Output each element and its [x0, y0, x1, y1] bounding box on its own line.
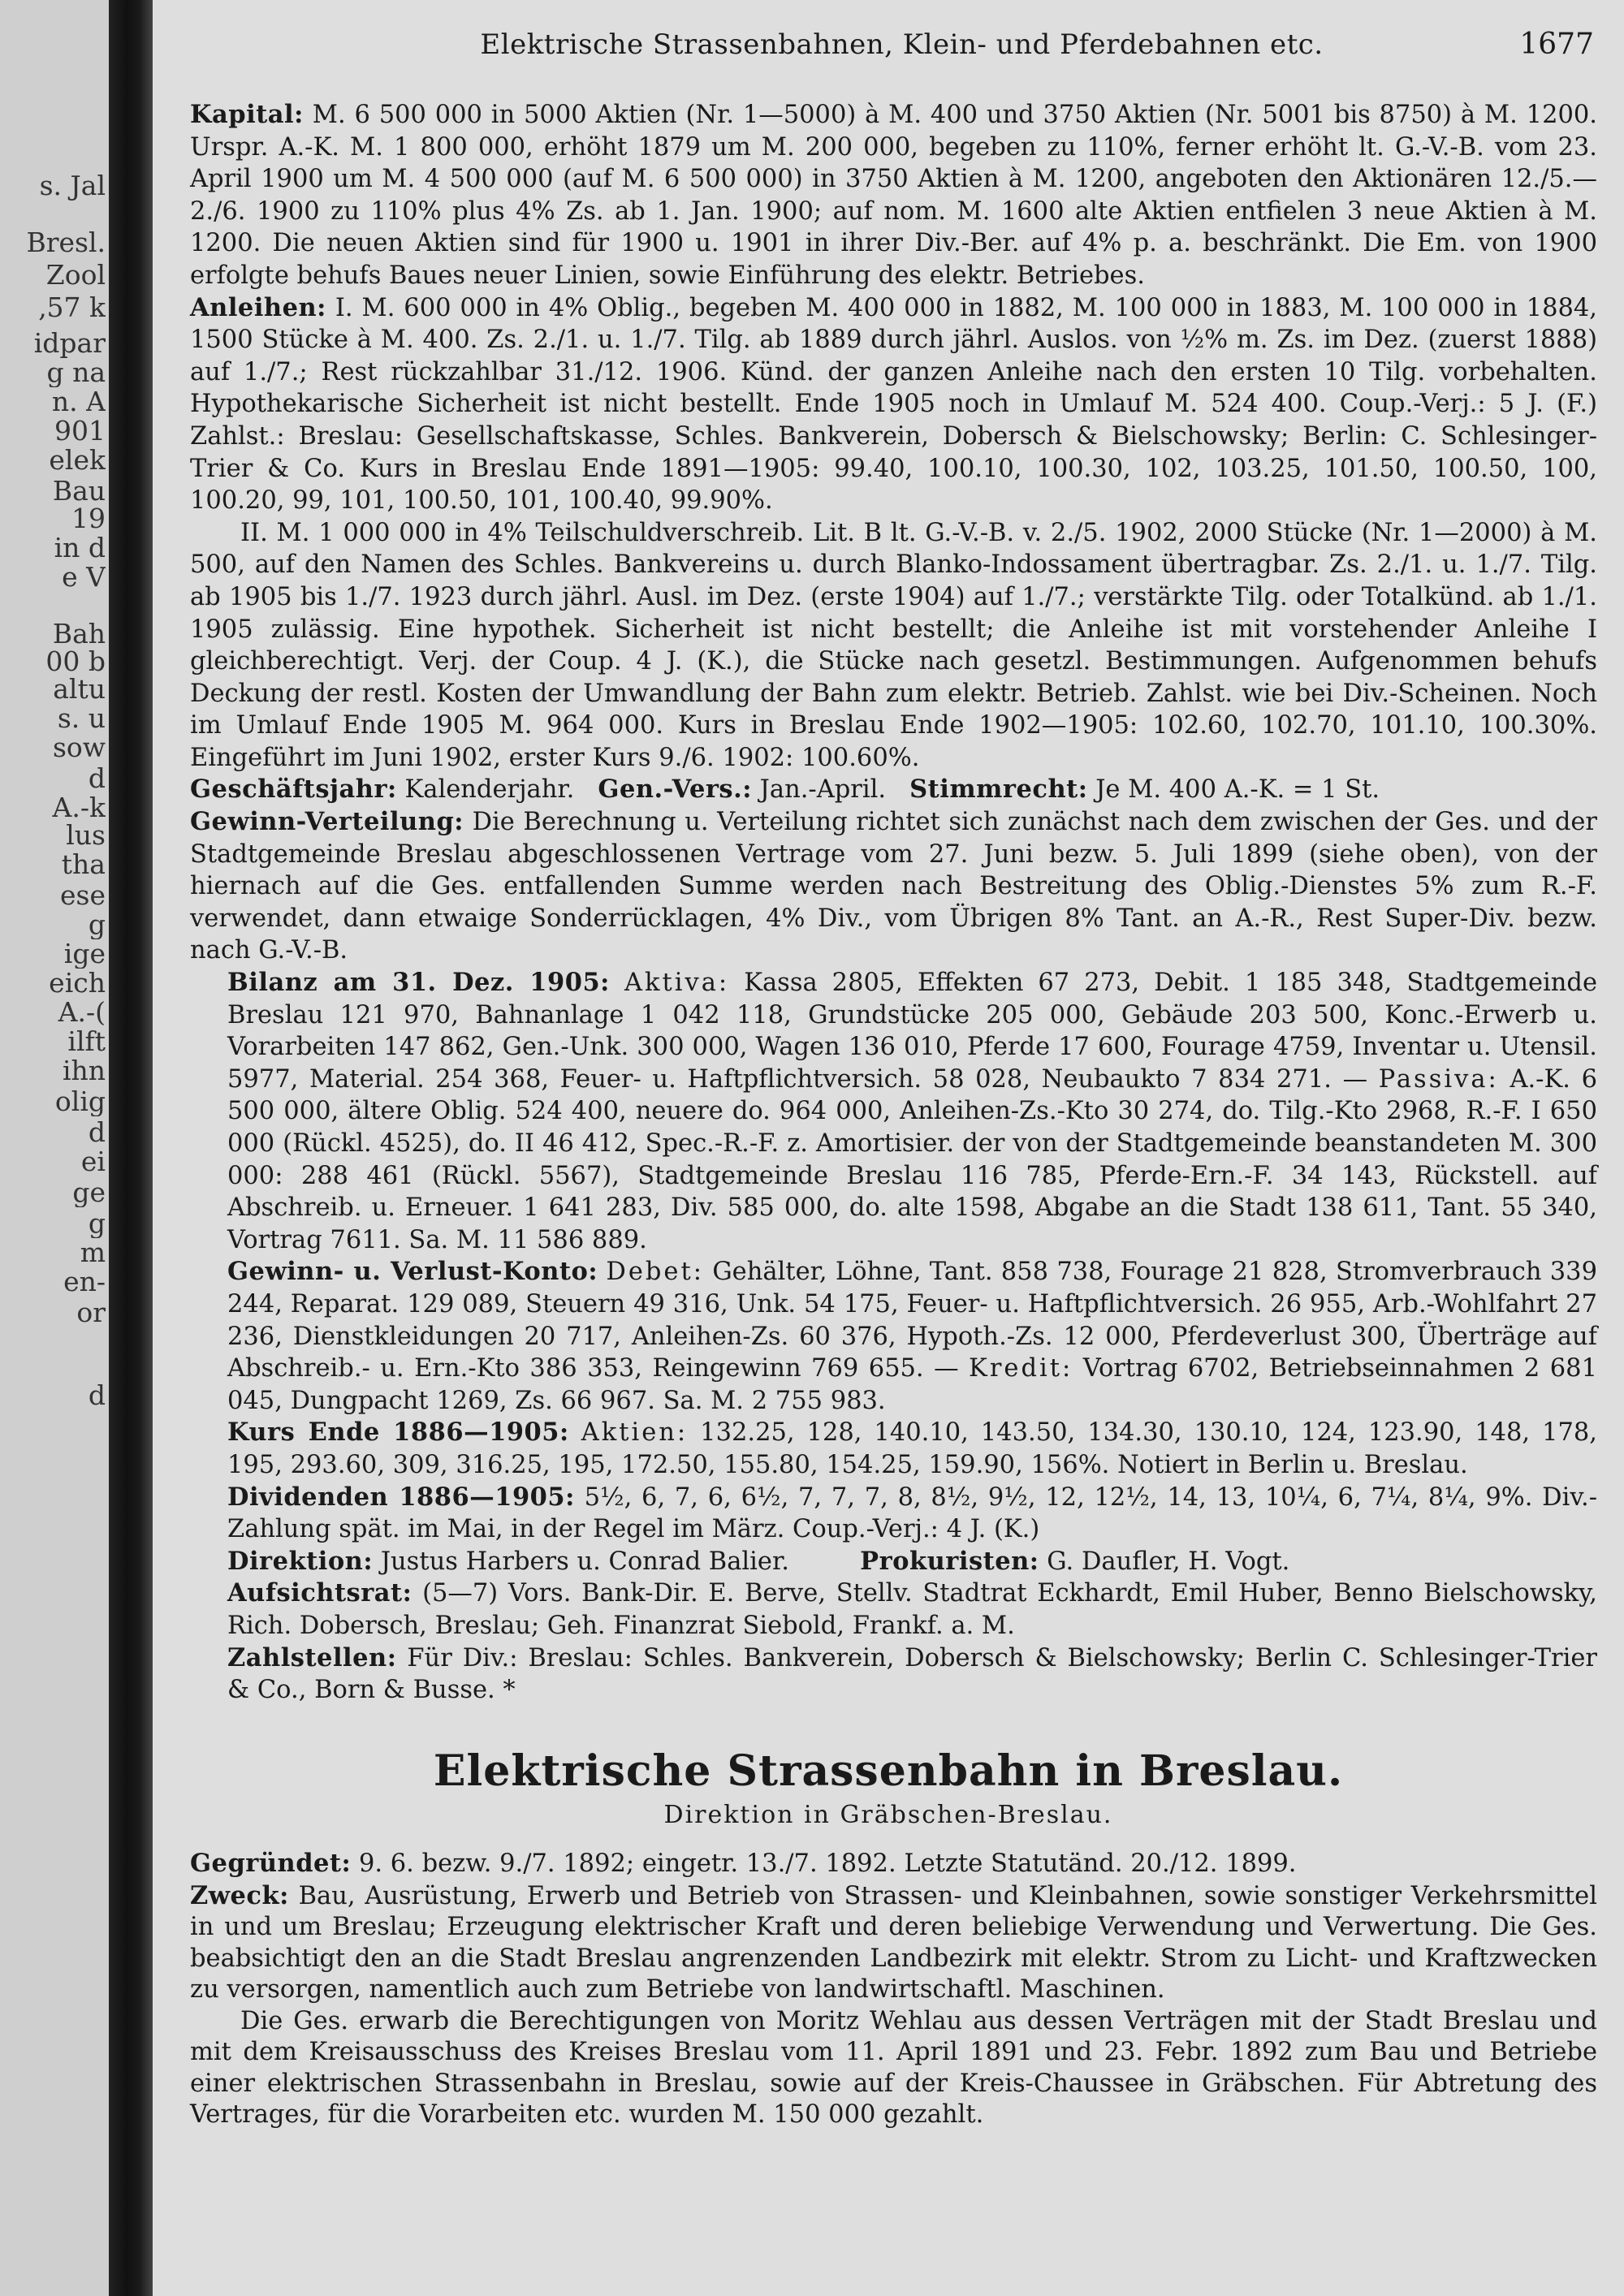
anleihen-text: I. M. 600 000 in 4% Oblig., begeben M. 400 000 in 1882, M. 100 000 in 1883, M. 100 000 in 1884, 1500 Stücke à M. 400. Zs. 2./1. u. 1./7. Tilg. ab 1889 durch jährl. Auslos. von ½% m. Zs. im Dez. (zuerst 1888) auf 1./7.; Rest rückzahlbar 31./12. 1906. Künd. der ganzen Anleihe nach den ersten 10 Tilg. vorbehalten. Hypothekarische Sicherheit ist nicht bestellt. Ende 1905 noch in Umlauf M. 524 400. Coup.-Verj.: 5 J. (F.) Zahlst.: Breslau: Gesellschaftskasse, Schles. Bankverein, Dobersch & Bielschowsky; Berlin: C. Schlesinger-Trier & Co. Kurs in Breslau Ende 1891—1905: 99.40, 100.10, 100.30, 102, 103.25, 101.50, 100.50, 100, 100.20, 99, 101, 100.50, 101, 100.40, 99.90%.: [190, 293, 1597, 516]
margin-fragment: d: [88, 763, 106, 793]
gegruendet-label: Gegründet:: [190, 1849, 352, 1878]
margin-fragment: A.-(: [58, 997, 106, 1027]
margin-fragment: idpar: [33, 328, 106, 358]
margin-fragment: lus: [66, 820, 106, 850]
margin-fragment: s. u: [57, 703, 106, 733]
zweck-paragraph: [190, 1880, 1597, 2006]
zahlstellen-label: Zahlstellen:: [227, 1642, 397, 1672]
prokuristen-label: Prokuristen:: [860, 1546, 1039, 1576]
running-header: [209, 24, 1594, 65]
dividenden-text: 5½, 6, 7, 6, 6½, 7, 7, 7, 8, 8½, 9½, 12, 12½, 14, 13, 10¼, 6, 7¼, 8¼, 9%. Div.-Zahlung spät. im Mai, in der Regel im März. Coup.-Verj.: 4 J. (K.): [227, 1482, 1598, 1544]
margin-fragment: g: [88, 909, 106, 939]
kapital-label: Kapital:: [190, 100, 304, 129]
direktion-paragraph: [190, 1546, 1597, 1578]
margin-fragment: ei: [80, 1146, 106, 1176]
gewinnverteilung-label: Gewinn-Verteilung:: [190, 807, 464, 837]
geschaeftsjahr-paragraph: [190, 774, 1597, 806]
bilanz-paragraph: [190, 967, 1597, 1256]
margin-fragment: eich: [49, 968, 106, 998]
guv-paragraph: [190, 1256, 1597, 1417]
margin-fragment: ‚57 k: [38, 292, 106, 322]
kredit-text: Vortrag 6702, Betriebseinnahmen 2 681 045, Dungpacht 1269, Zs. 66 967. Sa. M. 2 755 983.: [227, 1354, 1597, 1415]
stimmrecht-text: Je M. 400 A.-K. = 1 St.: [1095, 775, 1380, 805]
aktiva-label: Aktiva:: [624, 969, 730, 998]
kapital-paragraph: [190, 99, 1597, 292]
aufsichtsrat-label: Aufsichtsrat:: [227, 1578, 412, 1608]
anleihen-ii-paragraph: II. M. 1 000 000 in 4% Teilschuldverschreib. Lit. B lt. G.-V.-B. v. 2./5. 1902, 2000 Stücke (Nr. 1—2000) à M. 500, auf den Namen des Schles. Bankvereins u. durch Blanko-Indossament übertragbar. Zs. 2./1. u. 1./7. Tilg. ab 1905 bis 1./7. 1923 durch jährl. Ausl. im Dez. (erste 1904) auf 1./7.; verstärkte Tilg. oder Totalkünd. ab 1./1. 1905 zulässig. Eine hypothek. Sicherheit ist nicht bestellt; die Anleihe ist mit vorstehender Anleihe I gleichberechtigt. Verj. der Coup. 4 J. (K.), die Stücke nach gesetzl. Bestimmungen. Aufgenommen behufs Deckung der restl. Kosten der Umwandlung der Bahn zum elektr. Betrieb. Zahlst. wie bei Div.-Scheinen. Noch im Umlauf Ende 1905 M. 964 000. Kurs in Breslau Ende 1902—1905: 102.60, 102.70, 101.10, 100.30%. Eingeführt im Juni 1902, erster Kurs 9./6. 1902: 100.60%.: [190, 518, 1597, 772]
zweck-paragraph-2: Die Ges. erwarb die Berechtigungen von Moritz Wehlau aus dessen Verträgen mit der Stadt Breslau und mit dem Kreisausschuss des Kreises Breslau vom 11. April 1891 und 23. Febr. 1892 zum Bau und Betriebe einer elektrischen Strassenbahn in Breslau, sowie auf der Kreis-Chaussee in Gräbschen. Für Abtretung des Vertrages, für die Vorarbeiten etc. wurden M. 150 000 gezahlt.: [190, 2006, 1597, 2129]
book-gutter: [109, 0, 153, 2296]
margin-fragment: altu: [53, 674, 106, 704]
gegruendet-text: 9. 6. bezw. 9./7. 1892; eingetr. 13./7. 1892. Letzte Statutänd. 20./12. 1899.: [358, 1849, 1297, 1878]
header-title: Elektrische Strassenbahnen, Klein- und Pferdebahnen etc.: [480, 28, 1324, 61]
debet-label: Debet:: [606, 1258, 705, 1287]
margin-fragment: A.-k: [52, 792, 106, 822]
margin-fragment: g na: [46, 357, 106, 387]
gegruendet-paragraph: [190, 1848, 1597, 1880]
margin-fragment: elek: [49, 445, 106, 475]
company-subheading: Direktion in Gräbschen-Breslau.: [663, 1801, 1113, 1829]
kurs-text: 132.25, 128, 140.10, 143.50, 134.30, 130.10, 124, 123.90, 148, 178, 195, 293.60, 309, 316.25, 195, 172.50, 155.80, 154.25, 159.90, 156%. Notiert in Berlin u. Breslau.: [227, 1418, 1597, 1479]
entry-body-company: [190, 1848, 1597, 2131]
gewinnverteilung-text: Die Berechnung u. Verteilung richtet sich zunächst nach dem zwischen der Ges. und der Stadtgemeinde Breslau abgeschlossenen Vertrage vom 27. Juni bezw. 5. Juli 1899 (siehe oben), von der hiernach auf die Ges. entfallenden Summe werden nach Bestreitung des Oblig.-Dienstes 5% zum R.-F. verwendet, dann etwaige Sonderrücklagen, 4% Div., vom Übrigen 8% Tant. an A.-R., Rest Super-Div. bezw. nach G.-V.-B.: [190, 808, 1597, 965]
margin-fragment: s. Jal: [39, 170, 106, 201]
direktion-label: Direktion:: [227, 1546, 374, 1576]
margin-fragment: ese: [60, 880, 106, 910]
kurs-label: Kurs Ende 1886—1905:: [227, 1418, 569, 1448]
aktiva-text: Kassa 2805, Effekten 67 273, Debit. 1 185 348, Stadtgemeinde Breslau 121 970, Bahnanlage 1 042 118, Grundstücke 205 000, Gebäude 203 500, Konc.-Erwerb u. Vorarbeiten 147 862, Gen.-Unk. 300 000, Wagen 136 010, Pferde 17 600, Fourage 4759, Inventar u. Utensil. 5977, Material. 254 368, Feuer- u. Haftpflichtversich. 58 028, Neubaukto 7 834 271. —: [227, 969, 1598, 1094]
margin-fragment: sow: [52, 732, 106, 762]
stimmrecht-label: Stimmrecht:: [909, 775, 1088, 805]
dividenden-paragraph: [190, 1482, 1597, 1546]
margin-fragment: ige: [63, 939, 106, 969]
margin-fragment: tha: [61, 849, 106, 879]
kurs-aktien-label: Aktien:: [581, 1418, 689, 1448]
guv-label: Gewinn- u. Verlust-Konto:: [227, 1257, 598, 1287]
debet-text: Gehälter, Löhne, Tant. 858 738, Fourage 21 828, Stromverbrauch 339 244, Reparat. 129 089, Steuern 49 316, Unk. 54 175, Feuer- u. Haftpflichtversich. 26 955, Arb.-Wohlfahrt 27 236, Dienstkleidungen 20 717, Anleihen-Zs. 60 376, Hypoth.-Zs. 12 000, Pferdeverlust 300, Überträge auf Abschreib.- u. Ern.-Kto 386 353, Reingewinn 769 655. —: [227, 1258, 1597, 1383]
margin-fragment: in d: [54, 533, 106, 563]
page-number: 1677: [1519, 28, 1594, 61]
passiva-text: A.-K. 6 500 000, ältere Oblig. 524 400, neuere do. 964 000, Anleihen-Zs.-Kto 30 274, do. Tilg.-Kto 2968, R.-F. I 650 000 (Rückl. 4525), do. II 46 412, Spec.-R.-F. z. Amortisier. der von der Stadtgemeinde beanstandeten M. 300 000: 288 461 (Rückl. 5567), Stadtgemeinde Breslau 116 785, Pferde-Ern.-F. 34 143, Rückstell. auf Abschreib. u. Erneuer. 1 641 283, Div. 585 000, do. alte 1598, Abgabe an die Stadt 138 611, Tant. 55 340, Vortrag 7611. Sa. M. 11 586 889.: [227, 1064, 1598, 1254]
margin-fragment: olig: [54, 1086, 106, 1116]
margin-fragment: ge: [72, 1177, 106, 1207]
anleihen-paragraph: [190, 292, 1597, 517]
margin-fragment: 19: [71, 503, 106, 533]
gewinnverteilung-paragraph: [190, 806, 1597, 967]
margin-fragment: ihn: [62, 1055, 106, 1085]
margin-fragment: m: [80, 1237, 106, 1267]
genvers-label: Gen.-Vers.:: [598, 775, 752, 805]
margin-fragment: e V: [62, 562, 106, 592]
anleihen-label: Anleihen:: [190, 292, 326, 322]
kurs-paragraph: [190, 1417, 1597, 1481]
margin-fragment: or: [76, 1297, 106, 1327]
dividenden-label: Dividenden 1886—1905:: [227, 1482, 575, 1512]
kredit-label: Kredit:: [969, 1354, 1073, 1383]
zahlstellen-text: Für Div.: Breslau: Schles. Bankverein, Dobersch & Bielschowsky; Berlin C. Schlesinger-Trier & Co., Born & Busse. *: [227, 1643, 1597, 1705]
adjacent-page-fragment: [0, 0, 109, 2296]
margin-fragment: en-: [63, 1267, 106, 1297]
zahlstellen-paragraph: [190, 1642, 1597, 1707]
margin-fragment: ilft: [67, 1026, 106, 1056]
entry-body-previous-company: [190, 99, 1597, 1707]
genvers-text: Jan.-April.: [759, 775, 887, 805]
company-heading: Elektrische Strassenbahn in Breslau.: [433, 1746, 1344, 1796]
zweck-text: Bau, Ausrüstung, Erwerb und Betrieb von Strassen- und Kleinbahnen, sowie sonstiger Verkehrsmittel in und um Breslau; Erzeugung elektrischer Kraft und deren beliebige Verwendung und Verwertung. Die Ges. beabsichtigt den an die Stadt Breslau angrenzenden Landbezirk mit elektr. Strom zu Licht- und Kraftzwecken zu versorgen, namentlich auch zum Betriebe von landwirtschaftl. Maschinen.: [190, 1881, 1597, 2004]
direktion-text: Justus Harbers u. Conrad Balier.: [380, 1547, 789, 1576]
margin-fragment: 00 b: [45, 646, 106, 676]
document-page: [153, 0, 1624, 2296]
geschaeftsjahr-text: Kalenderjahr.: [404, 775, 575, 805]
margin-fragment: d: [88, 1117, 106, 1147]
margin-fragment: Bresl.: [26, 227, 106, 257]
zweck-label: Zweck:: [190, 1880, 289, 1910]
margin-fragment: 901: [54, 416, 106, 446]
margin-fragment: n. A: [51, 386, 106, 416]
margin-fragment: d: [88, 1380, 106, 1410]
passiva-label: Passiva:: [1378, 1064, 1499, 1094]
kapital-text: M. 6 500 000 in 5000 Aktien (Nr. 1—5000) à M. 400 und 3750 Aktien (Nr. 5001 bis 8750) à M. 1200. Urspr. A.-K. M. 1 800 000, erhöht 1879 um M. 200 000, begeben zu 110%, ferner erhöht lt. G.-V.-B. vom 23. April 1900 um M. 4 500 000 (auf M. 6 500 000) in 3750 Aktien à M. 1200, angeboten den Aktionären 12./5.—2./6. 1900 zu 110% plus 4% Zs. ab 1. Jan. 1900; auf nom. M. 1600 alte Aktien entfielen 3 neue Aktien à M. 1200. Die neuen Aktien sind für 1900 u. 1901 in ihrer Div.-Ber. auf 4% p. a. beschränkt. Die Em. von 1900 erfolgte behufs Baues neuer Linien, sowie Einführung des elektr. Betriebes.: [190, 101, 1597, 290]
bilanz-label: Bilanz am 31. Dez. 1905:: [227, 968, 610, 998]
aufsichtsrat-text: (5—7) Vors. Bank-Dir. E. Berve, Stellv. Stadtrat Eckhardt, Emil Huber, Benno Bielschowsky, Rich. Dobersch, Breslau; Geh. Finanzrat Siebold, Frankf. a. M.: [227, 1579, 1597, 1640]
margin-fragment: Bau: [52, 476, 106, 506]
margin-fragment: g: [88, 1208, 106, 1238]
margin-fragment: Zool: [45, 260, 106, 290]
margin-fragment: Bah: [52, 619, 106, 649]
geschaeftsjahr-label: Geschäftsjahr:: [190, 775, 397, 805]
aufsichtsrat-paragraph: [190, 1577, 1597, 1642]
prokuristen-text: G. Daufler, H. Vogt.: [1047, 1547, 1290, 1576]
